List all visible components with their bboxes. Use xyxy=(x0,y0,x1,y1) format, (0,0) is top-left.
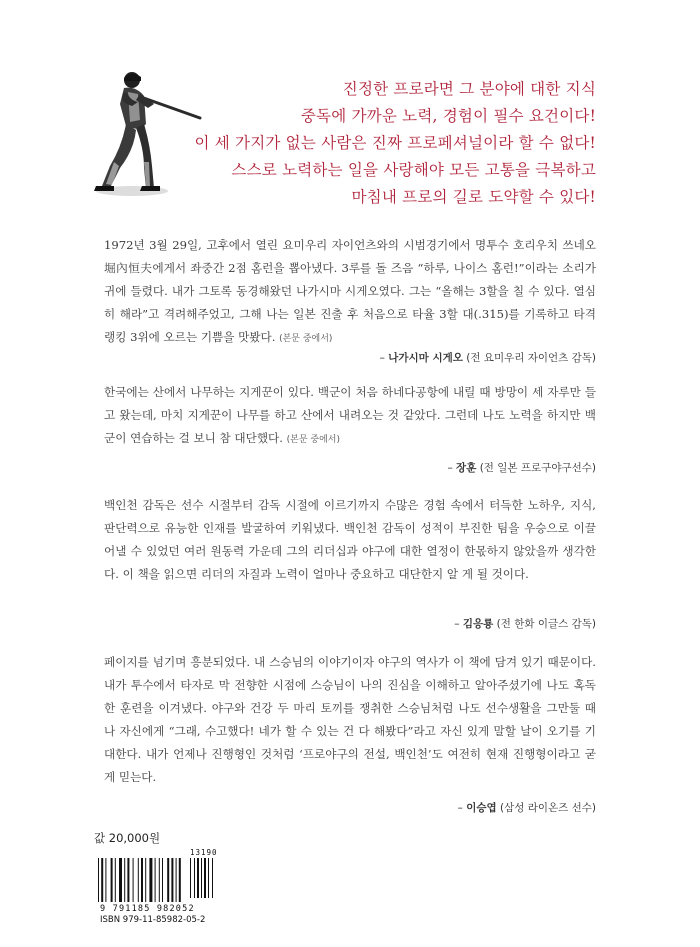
quote-credit: – 나가시마 시게오 (전 요미우리 자이언츠 감독) xyxy=(379,352,596,364)
headline-line: 마침내 프로의 길로 도약할 수 있다! xyxy=(351,188,596,206)
headline-line: 중독에 가까운 노력, 경험이 필수 요건이다! xyxy=(300,107,596,125)
quote-source-note: (본문 중에서) xyxy=(279,334,333,344)
credit-role: (삼성 라이온즈 선수) xyxy=(499,802,596,814)
headline xyxy=(76,76,596,211)
quote-text: 페이지를 넘기며 흥분되었다. 내 스승님의 이야기이자 야구의 역사가 이 책에 담겨 있기 때문이다. 내가 투수에서 타자로 막 전향한 시점에 스승님이 나의 진심을 이해하고 알아주셨기에 나도 혹독한 훈련을 이겨냈다. 야구와 건강 두 마리 토끼를 쟁취한 스승님처럼 나도 선수생활을 그만둘 때 나 자신에게 “그래, 수고했다! 네가 할 수 있는 건 다 해봤다”라고 자신 있게 말할 날이 오기를 기대한다. 내가 언제나 진행형인 것처럼 ‘프로야구의 전설, 백인천’도 여전히 현재 진행형이라고 굳게 믿는다. xyxy=(104,655,596,784)
credit-role: (전 한화 이글스 감독) xyxy=(496,618,596,630)
endorsement-quote xyxy=(104,381,596,452)
quote-credit: – 김응룡 (전 한화 이글스 감독) xyxy=(454,618,596,630)
quote-credit: – 장훈 (전 일본 프로구야구선수) xyxy=(447,462,596,474)
credit-name: 장훈 xyxy=(456,462,477,474)
headline-line: 진정한 프로라면 그 분야에 대한 지식 xyxy=(342,80,596,98)
barcode-addon-number: 13190 xyxy=(190,848,218,857)
price-label: 값 20,000원 xyxy=(94,831,161,845)
quote-text: 백인천 감독은 선수 시절부터 감독 시절에 이르기까지 수많은 경험 속에서 터득한 노하우, 지식, 판단력으로 유능한 인재를 발굴하여 키워냈다. 백인천 감독이 성적이 부진한 팀을 우승으로 이끌어낼 수 있었던 여러 원동력 가운데 그의 리더십과 야구에 대한 열정이 한몫하지 않았을까 생각한다. 이 책을 읽으면 리더의 자질과 노력이 얼마나 중요하고 대단한지 알 게 될 것이다. xyxy=(104,498,596,581)
endorsement-quote xyxy=(104,494,596,586)
barcode-digits: 9 791185 982052 xyxy=(100,904,195,914)
endorsement-quote xyxy=(104,651,596,789)
credit-name: 김응룡 xyxy=(462,618,494,630)
endorsement-quote xyxy=(104,234,596,351)
quote-text: 1972년 3월 29일, 고후에서 열린 요미우리 자이언츠와의 시범경기에서 명투수 호리우치 쓰네오 堀內恒夫에게서 좌중간 2점 홈런을 뽑아냈다. 3루를 돌 즈음 “하루, 나이스 홈런!”이라는 소리가 귀에 들렸다. 내가 그토록 동경해왔던 나가시마 시게오였다. 그는 “올해는 3할을 칠 수 있다. 열심히 해라”고 격려해주었고, 그해 나는 일본 진출 후 처음으로 타율 3할 대(.315)를 기록하고 타격 랭킹 3위에 오르는 기쁨을 맛봤다. xyxy=(104,238,596,344)
credit-role: (전 요미우리 자이언츠 감독) xyxy=(466,352,596,364)
credit-name: 이승엽 xyxy=(466,802,497,814)
quote-text: 한국에는 산에서 나무하는 지게꾼이 있다. 백군이 처음 하네다공항에 내릴 때 방망이 세 자루만 들고 왔는데, 마치 지게꾼이 나무를 하고 산에서 내려오는 것 같았다. 그런데 나도 노력을 하지만 백군이 연습하는 걸 보니 참 대단했다. xyxy=(104,385,596,445)
credit-name: 나가시마 시게오 xyxy=(388,352,463,364)
headline-line: 스스로 노력하는 일을 사랑해야 모든 고통을 극복하고 xyxy=(231,161,596,179)
isbn-barcode xyxy=(92,848,222,928)
credit-role: (전 일본 프로구야구선수) xyxy=(479,462,596,474)
isbn-number: ISBN 979-11-85982-05-2 xyxy=(100,915,206,925)
quote-credit: – 이승엽 (삼성 라이온즈 선수) xyxy=(457,802,596,814)
quote-source-note: (본문 중에서) xyxy=(286,435,340,445)
headline-line: 이 세 가지가 없는 사람은 진짜 프로페셔널이라 할 수 없다! xyxy=(194,134,596,152)
